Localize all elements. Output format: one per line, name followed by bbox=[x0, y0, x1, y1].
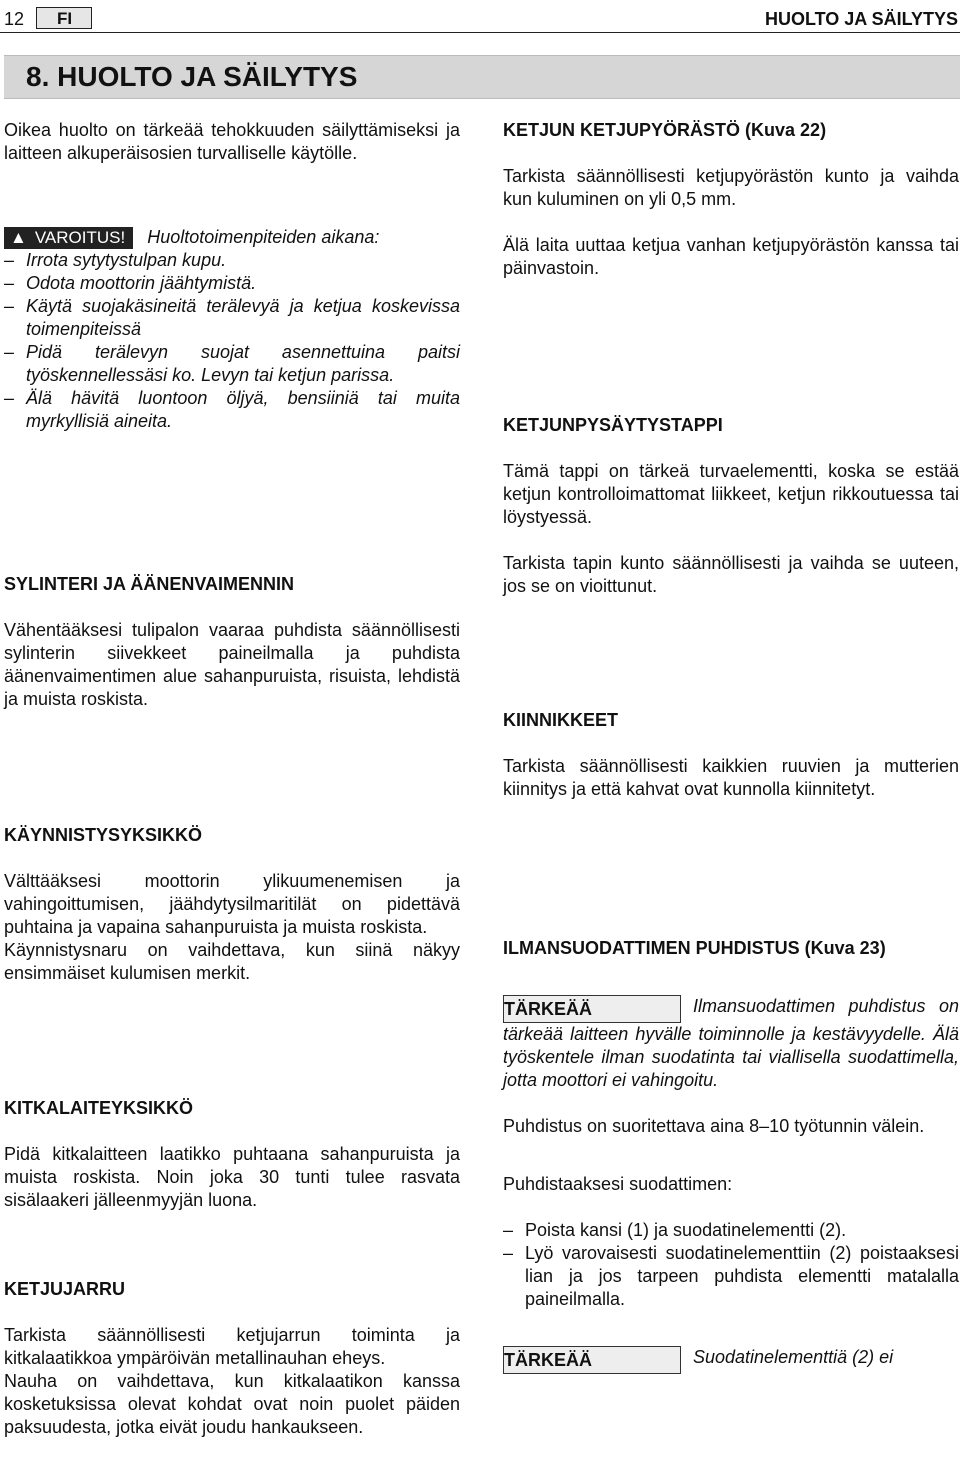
intro-paragraph bbox=[4, 119, 460, 165]
steps-list bbox=[503, 1219, 959, 1311]
section-cylinder bbox=[4, 573, 460, 711]
section-text: Tarkista säännöllisesti kaikkien ruuvien ja mutterien kiinnitys ja että kahvat ovat kunnolla kiinnitetyt. bbox=[503, 756, 959, 799]
warning-list bbox=[4, 249, 460, 433]
section-air-filter bbox=[503, 937, 959, 1374]
section-text: Pidä kitkalaitteen laatikko puhtaana sahanpuruista ja muista roskista. Noin joka 30 tunti tulee rasvata sisälaakeri jälleenmyyjän luona. bbox=[4, 1144, 460, 1210]
chapter-title-bar bbox=[4, 55, 960, 99]
section-text: Puhdistus on suoritettava aina 8–10 työtunnin välein. bbox=[503, 1116, 925, 1136]
section-text: Älä laita uuttaa ketjua vanhan ketjupyörästön kanssa tai päinvastoin. bbox=[503, 235, 959, 278]
warning-item: – Irrota sytytystulpan kupu. bbox=[4, 249, 460, 272]
section-text: Tämä tappi on tärkeä turvaelementti, koska se estää ketjun kontrolloimattomat liikkeet, ketjun rikkoutuessa tai löystyessä. bbox=[503, 461, 959, 527]
section-text: Välttääksesi moottorin ylikuumenemisen ja vahingoittumisen, jäähdytysilmaritilät on pidettävä puhtaina ja vapaina sahanpuruista ja muista roskista. bbox=[4, 871, 460, 937]
section-starter bbox=[4, 824, 460, 985]
section-sprocket bbox=[503, 119, 959, 280]
section-brake bbox=[4, 1278, 460, 1439]
warning-label: ▲ VAROITUS! bbox=[4, 227, 133, 249]
section-text: Tarkista säännöllisesti ketjujarrun toiminta ja kitkalaatikkoa ympäröivän metallinauhan eheys. bbox=[4, 1325, 460, 1368]
section-text: Tarkista säännöllisesti ketjupyörästön kunto ja vaihda kun kuluminen on yli 0,5 mm. bbox=[503, 166, 959, 209]
section-text: Nauha on vaihdettava, kun kitkalaatikon kanssa kosketuksissa olevat kohdat ovat noin puolet päiden paksuudesta, jotka eivät joudu hankaukseen. bbox=[4, 1371, 460, 1437]
section-text: Vähentääksesi tulipalon vaaraa puhdista säännöllisesti sylinterin siivekkeet paineilmalla ja puhdista äänenvaimentimen alue sahanpuruista, risuista, lehdistä ja muista roskista. bbox=[4, 620, 460, 709]
warning-block bbox=[4, 226, 460, 433]
important-note bbox=[503, 995, 959, 1092]
section-fasteners bbox=[503, 709, 959, 801]
important-text: Ilmansuodattimen puhdistus on tärkeää laitteen hyvälle toiminnolle ja kestävyydelle. Älä työskentele ilman suodatinta tai viallisella suodattimella, jotta moottori ei vahingoitu. bbox=[503, 996, 959, 1090]
section-heading: KÄYNNISTYSYKSIKKÖ bbox=[4, 825, 203, 845]
step-item: – Lyö varovaisesti suodatinelementtiin (2) poistaaksesi lian ja jos tarpeen puhdista elementti matalalla paineilmalla. bbox=[503, 1242, 959, 1311]
section-text: Tarkista tapin kunto säännöllisesti ja vaihda se uuteen, jos se on vioittunut. bbox=[503, 553, 959, 596]
important-label: TÄRKEÄÄ bbox=[503, 995, 681, 1023]
section-heading: KETJUJARRU bbox=[4, 1279, 126, 1299]
steps-intro: Puhdistaaksesi suodattimen: bbox=[503, 1174, 733, 1194]
section-heading: ILMANSUODATTIMEN PUHDISTUS (Kuva 23) bbox=[503, 938, 886, 958]
section-text: Käynnistysnaru on vaihdettava, kun siinä näkyy ensimmäiset kulumisen merkit. bbox=[4, 940, 460, 983]
section-heading: KETJUNPYSÄYTYSTAPPI bbox=[503, 415, 723, 435]
running-title: HUOLTO JA SÄILYTYS bbox=[764, 9, 958, 29]
important-note-2 bbox=[503, 1346, 959, 1374]
important-text: Suodatinelementtiä (2) ei bbox=[693, 1347, 894, 1367]
section-clutch bbox=[4, 1097, 460, 1212]
header-rule bbox=[0, 32, 960, 33]
warning-lead bbox=[4, 226, 460, 249]
chapter-title: 8. HUOLTO JA SÄILYTYS bbox=[26, 61, 358, 92]
section-heading: SYLINTERI JA ÄÄNENVAIMENNIN bbox=[4, 574, 295, 594]
page-number: 12 bbox=[4, 9, 25, 29]
warning-triangle-icon: ▲ bbox=[10, 228, 27, 247]
warning-lead-text: Huoltotoimenpiteiden aikana: bbox=[147, 227, 380, 247]
intro-text: Oikea huolto on tärkeää tehokkuuden säilyttämiseksi ja laitteen alkuperäisosien turvalliselle käytölle. bbox=[4, 120, 460, 163]
warning-item: – Käytä suojakäsineitä terälevyä ja ketjua koskevissa toimenpiteissä bbox=[4, 295, 460, 341]
section-chain-catcher bbox=[503, 414, 959, 598]
warning-item: – Pidä terälevyn suojat asennettuina paitsi työskennellessäsi ko. Levyn tai ketjun parissa. bbox=[4, 341, 460, 387]
important-label: TÄRKEÄÄ bbox=[503, 1346, 681, 1374]
step-item: – Poista kansi (1) ja suodatinelementti (2). bbox=[503, 1219, 959, 1242]
warning-item: – Odota moottorin jäähtymistä. bbox=[4, 272, 460, 295]
section-heading: KETJUN KETJUPYÖRÄSTÖ (Kuva 22) bbox=[503, 120, 827, 140]
language-badge: FI bbox=[36, 7, 92, 29]
section-heading: KITKALAITEYKSIKKÖ bbox=[4, 1098, 193, 1118]
warning-item: – Älä hävitä luontoon öljyä, bensiiniä tai muita myrkyllisiä aineita. bbox=[4, 387, 460, 433]
section-heading: KIINNIKKEET bbox=[503, 710, 619, 730]
